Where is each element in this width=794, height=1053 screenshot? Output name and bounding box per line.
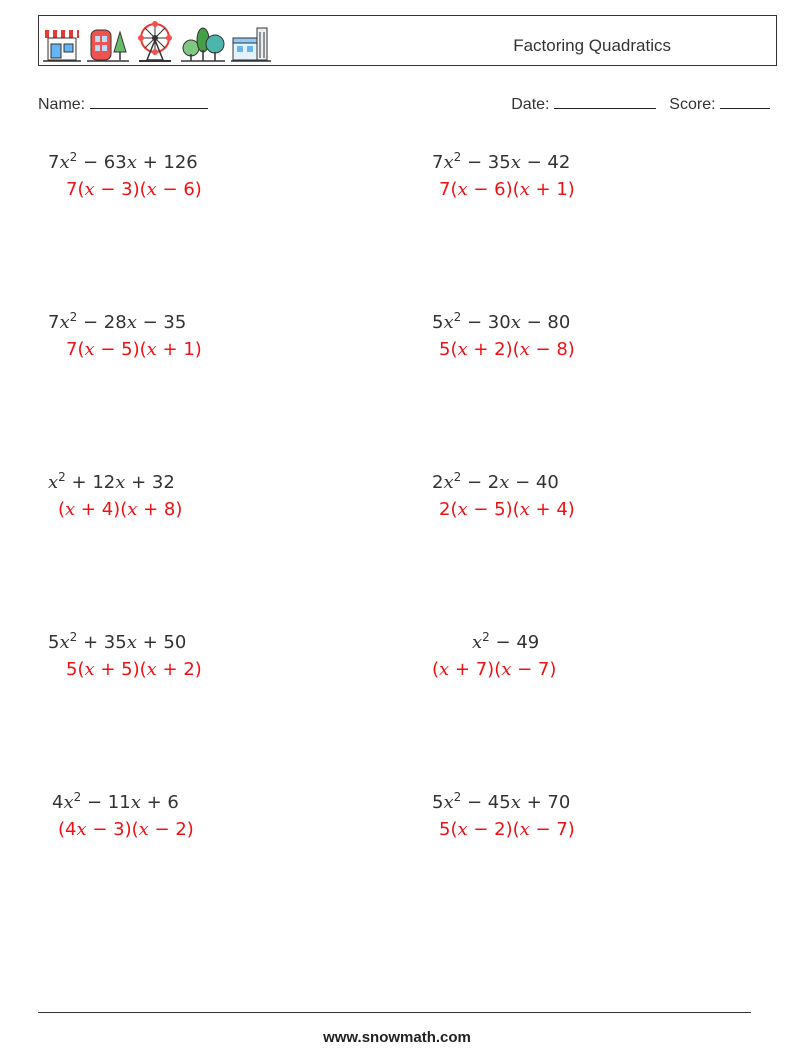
problem-expression: $7x^2 - 28x - 35$: [48, 310, 187, 333]
problem-answer: 5(x + 2)(x − 8): [439, 339, 575, 360]
problem-expression: $2x^2 - 2x - 40$: [432, 470, 559, 493]
problem-expression: $x^2 + 12x + 32$: [48, 470, 175, 493]
trees-icon: [181, 24, 225, 64]
header-box: [38, 15, 777, 66]
problem-6: [432, 470, 792, 520]
problem-answer: 5(x + 5)(x + 2): [66, 659, 202, 680]
problem-answer: 7(x − 3)(x − 6): [66, 179, 202, 200]
hospital-icon: [231, 24, 271, 64]
name-field: [38, 92, 208, 114]
ferris-wheel-icon: [135, 20, 175, 64]
problem-expression: $7x^2 - 35x - 42$: [432, 150, 571, 173]
building-tree-icon: [87, 24, 129, 64]
problem-10: [432, 790, 792, 840]
problem-answer: 5(x − 2)(x − 7): [439, 819, 575, 840]
problem-7: [48, 630, 408, 680]
problem-9: [48, 790, 408, 840]
problem-answer: (4x − 3)(x − 2): [58, 819, 194, 840]
problem-4: [432, 310, 792, 360]
date-blank[interactable]: [554, 92, 656, 109]
problem-1: [48, 150, 408, 200]
problem-answer: 7(x − 6)(x + 1): [439, 179, 575, 200]
problem-8: [432, 630, 792, 680]
problem-answer: 7(x − 5)(x + 1): [66, 339, 202, 360]
footer-divider: [38, 1012, 751, 1013]
shop-icon: [43, 24, 81, 64]
problem-3: [48, 310, 408, 360]
problem-expression: $5x^2 + 35x + 50$: [48, 630, 187, 653]
header-icons: [43, 20, 271, 64]
name-label: Name:: [38, 96, 86, 113]
date-score-fields: [511, 92, 770, 114]
problem-expression: $5x^2 - 30x - 80$: [432, 310, 571, 333]
problem-expression: $5x^2 - 45x + 70$: [432, 790, 571, 813]
footer-site: www.snowmath.com: [323, 1029, 471, 1046]
date-label: Date:: [511, 96, 550, 113]
problem-expression: $4x^2 - 11x + 6$: [52, 790, 179, 813]
problem-expression: $7x^2 - 63x + 126$: [48, 150, 198, 173]
page-title: Factoring Quadratics: [513, 36, 671, 55]
problem-answer: (x + 7)(x − 7): [432, 659, 557, 680]
problem-expression: $x^2 - 49$: [472, 630, 540, 653]
problem-5: [48, 470, 408, 520]
problem-answer: 2(x − 5)(x + 4): [439, 499, 575, 520]
score-blank[interactable]: [720, 92, 770, 109]
problem-answer: (x + 4)(x + 8): [58, 499, 183, 520]
name-blank[interactable]: [90, 92, 208, 109]
problem-2: [432, 150, 792, 200]
score-label: Score:: [669, 96, 716, 113]
